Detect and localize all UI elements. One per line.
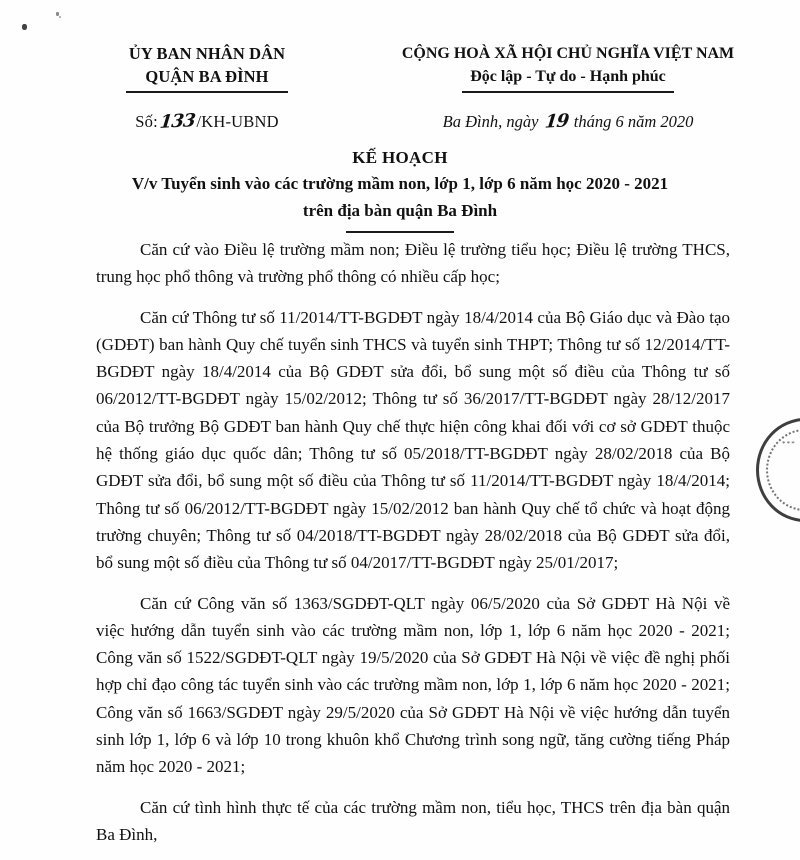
body-paragraph: Căn cứ Thông tư số 11/2014/TT-BGDĐT ngày 18/4/2014 của Bộ Giáo dục và Đào tạo (GDĐT) ban hành Quy chế tuyển sinh THCS và tuyển sinh THPT; Thông tư số 12/2014/TT-BGDĐT ngày 18/4/2014 của Bộ GDĐT sửa đổi, bổ sung một số điều của Thông tư số 06/2012/TT-BGDĐT ngày 15/02/2012; Thông tư số 36/2017/TT-BGDĐT ngày 28/12/2017 của Bộ trưởng Bộ GDĐT ban hành Quy chế thực hiện công khai đối với cơ sở GDĐT thuộc hệ thống giáo dục quốc dân; Thông tư số 05/2018/TT-BGDĐT ngày 28/02/2018 của Bộ GDĐT sửa đổi, bổ sung một số điều của Thông tư số 11/2014/TT-BGDĐT ngày 18/4/2014; Thông tư số 06/2012/TT-BGDĐT ngày 15/02/2012 ban hành Quy chế tổ chức và hoạt động trường chuyên; Thông tư số 04/2018/TT-BGDĐT ngày 28/02/2018 của Bộ GDĐT sửa đổi, bổ sung một số điều của Thông tư số 04/2017/TT-BGDĐT ngày 25/01/2017; xyxy=(96,307,730,573)
document-number-handwritten: 133 xyxy=(158,109,196,133)
document-title-block xyxy=(70,146,730,233)
document-number-prefix: Số: xyxy=(135,111,158,131)
document-subject-line-2: trên địa bàn quận Ba Đình xyxy=(302,201,498,220)
body-paragraph: Căn cứ vào Điều lệ trường mầm non; Điều lệ trường tiểu học; Điều lệ trường THCS, trung học phổ thông và trường phổ thông có nhiều cấp học; xyxy=(96,240,730,287)
seal-inner-marks: * * * xyxy=(782,440,795,448)
date-suffix: tháng 6 năm 2020 xyxy=(573,111,694,131)
authority-line-2: QUẬN BA ĐÌNH xyxy=(145,67,269,86)
national-heading-block xyxy=(368,42,768,132)
document-number-suffix: /KH-UBND xyxy=(196,111,279,131)
issuing-authority-block xyxy=(62,42,352,132)
date-day-handwritten: 19 xyxy=(543,110,569,133)
document-number-line xyxy=(62,111,352,132)
document-subject-line-1: V/v Tuyển sinh vào các trường mầm non, lớp 1, lớp 6 năm học 2020 - 2021 xyxy=(131,174,669,193)
document-type-heading: KẾ HOẠCH xyxy=(352,148,448,167)
body-paragraph: Căn cứ Công văn số 1363/SGDĐT-QLT ngày 06/5/2020 của Sở GDĐT Hà Nội về việc hướng dẫn tuyển sinh vào các trường mầm non, lớp 1, lớp 6 năm học 2020 - 2021; Công văn số 1522/SGDĐT-QLT ngày 19/5/2020 của Sở GDĐT Hà Nội về việc đề nghị phối hợp chỉ đạo công tác tuyển sinh vào các trường mầm non, lớp 1, lớp 6 năm học 2020 - 2021; Công văn số 1663/SGDĐT ngày 29/5/2020 của Sở GDĐT Hà Nội về việc hướng dẫn tuyển sinh lớp 1, lớp 6 và lớp 10 trong khuôn khổ Chương trình song ngữ, tăng cường tiếng Pháp năm học 2020 - 2021; xyxy=(96,593,730,777)
authority-line-1: ỦY BAN NHÂN DÂN xyxy=(128,44,286,63)
document-body xyxy=(96,236,730,848)
title-underline xyxy=(346,231,454,233)
scan-speck-icon xyxy=(59,16,61,18)
place-date-line xyxy=(368,111,768,132)
document-header xyxy=(0,42,800,132)
date-prefix: Ba Đình, ngày xyxy=(442,111,539,131)
authority-underline xyxy=(126,91,288,93)
motto-underline xyxy=(462,91,674,93)
national-motto: Độc lập - Tự do - Hạnh phúc xyxy=(470,68,666,85)
national-title: CỘNG HOÀ XÃ HỘI CHỦ NGHĨA VIỆT NAM xyxy=(401,45,735,62)
body-paragraph: Căn cứ tình hình thực tế của các trường mầm non, tiểu học, THCS trên địa bàn quận Ba Đình, xyxy=(96,797,730,844)
scan-speck-icon xyxy=(22,24,27,30)
